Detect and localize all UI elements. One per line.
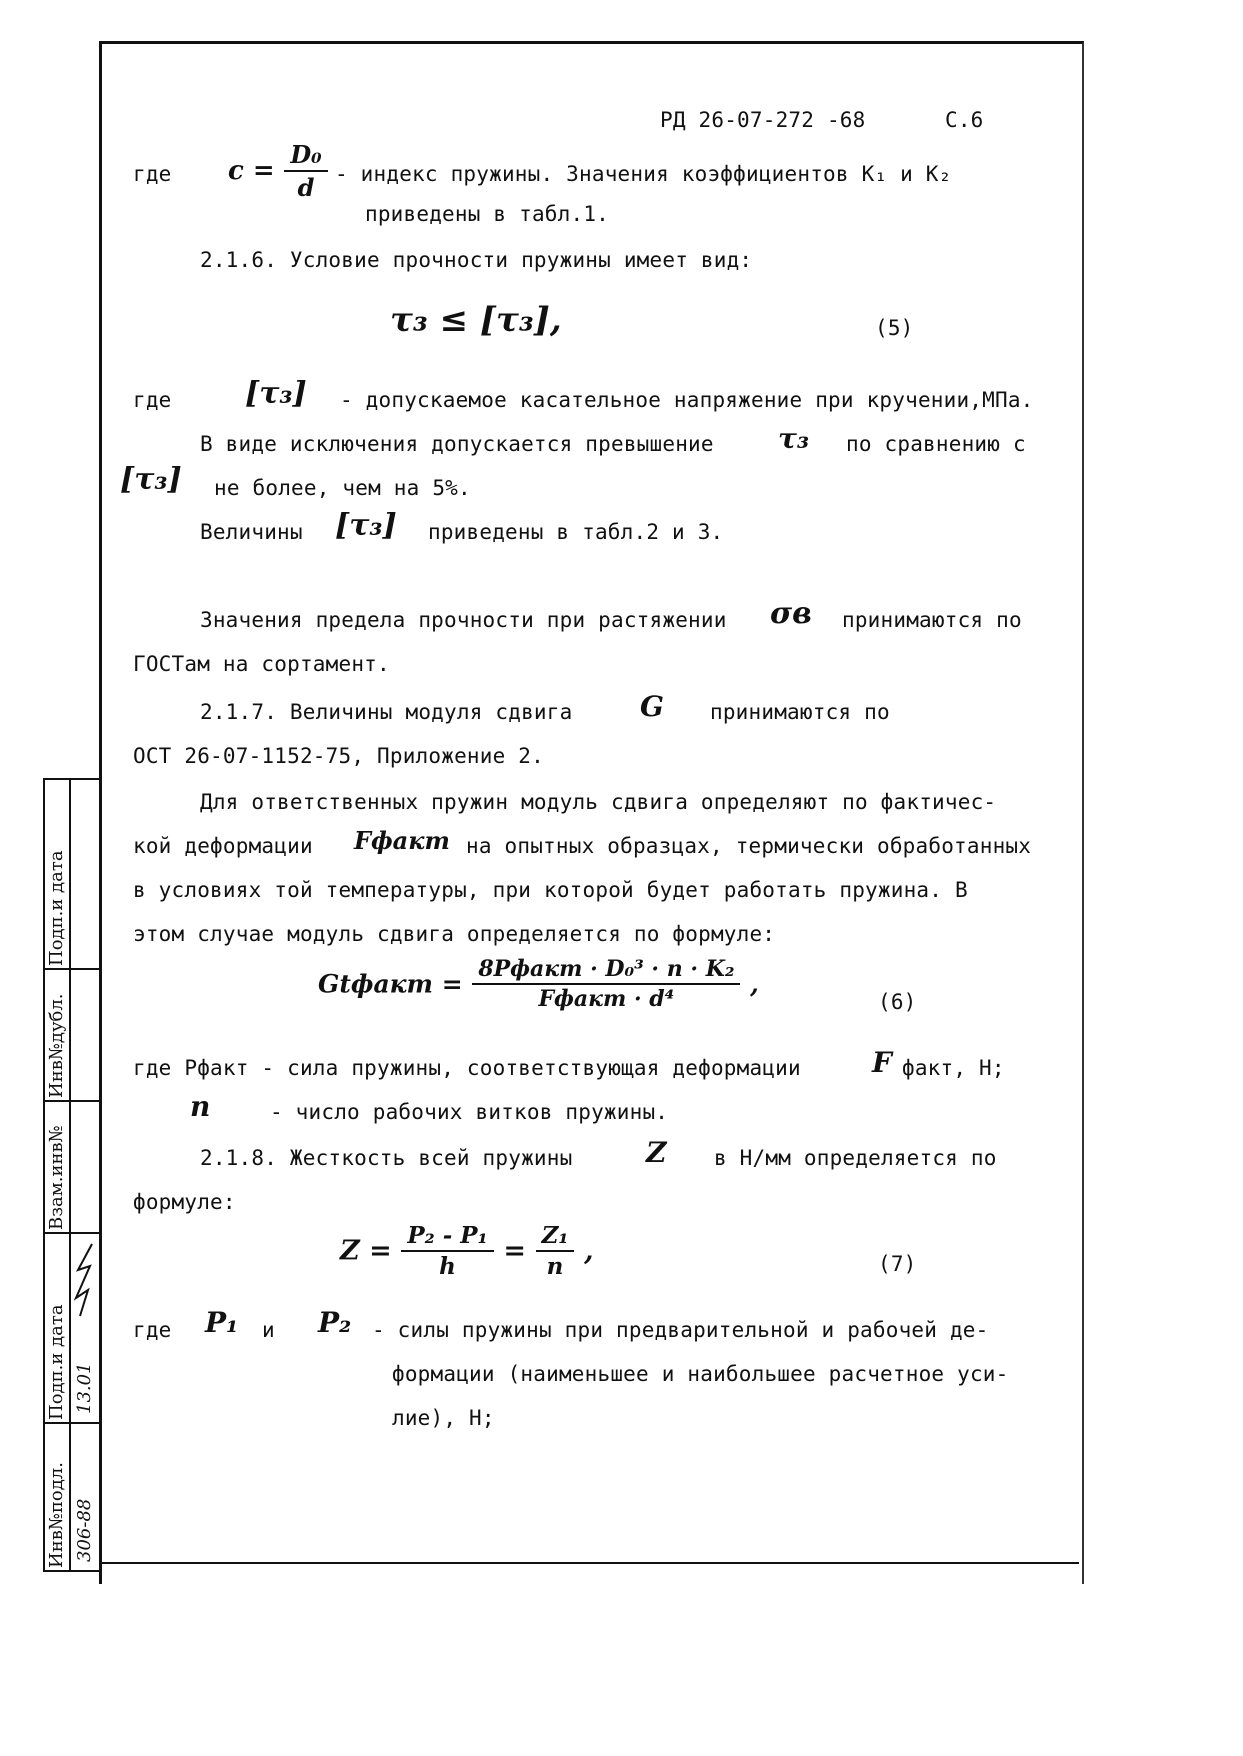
approval-stamp bbox=[43, 778, 101, 1572]
index-numerator: D₀ bbox=[284, 140, 327, 172]
formula-5: τ₃ ≤ [τ₃], bbox=[390, 300, 562, 340]
text-line: этом случае модуль сдвига определяется по формуле: bbox=[133, 922, 776, 946]
z-symbol: Z bbox=[646, 1136, 667, 1169]
where-word: где bbox=[133, 1318, 172, 1342]
p2-symbol: P₂ bbox=[318, 1306, 352, 1339]
where-word: где bbox=[133, 162, 172, 186]
stamp-cell bbox=[45, 780, 101, 970]
text-line: приведены в табл.1. bbox=[365, 202, 610, 226]
sigma-symbol: σв bbox=[770, 596, 812, 631]
section-heading: 2.1.6. Условие прочности пружины имеет вид: bbox=[200, 248, 753, 272]
g-symbol: G bbox=[640, 690, 664, 723]
stamp-label: Подп.и дата bbox=[46, 850, 67, 966]
formula-7-equals: = bbox=[503, 1235, 526, 1267]
text-line: Величины bbox=[200, 520, 303, 544]
text-line: где Pфакт - сила пружины, соответствующая деформации bbox=[133, 1056, 801, 1080]
text-line: кой деформации bbox=[133, 834, 313, 858]
and-word: и bbox=[262, 1318, 275, 1342]
section-heading: 2.1.8. Жесткость всей пружины bbox=[200, 1146, 573, 1170]
formula-6-denominator: Fфакт · d⁴ bbox=[538, 986, 675, 1012]
stamp-label: Подп.и дата bbox=[46, 1304, 67, 1420]
p1-symbol: P₁ bbox=[205, 1306, 239, 1339]
text-line: приведены в табл.2 и 3. bbox=[428, 520, 724, 544]
formula-6-fraction bbox=[472, 956, 740, 1012]
formula-6-lhs: Gtфакт = bbox=[318, 969, 463, 999]
index-denominator: d bbox=[297, 173, 315, 202]
text-line: ГОСТам на сортамент. bbox=[133, 652, 390, 676]
text-line: в условиях той температуры, при которой будет работать пружина. В bbox=[133, 878, 968, 902]
document-code: РД 26-07-272 -68 bbox=[660, 108, 866, 132]
index-description: - индекс пружины. Значения коэффициентов K₁ и K₂ bbox=[335, 162, 952, 186]
text-line: в Н/мм определяется по bbox=[714, 1146, 997, 1170]
text-line: - число рабочих витков пружины. bbox=[270, 1100, 669, 1124]
text-line: В виде исключения допускается превышение bbox=[200, 432, 714, 456]
stamp-label: Взам.инв№ bbox=[46, 1125, 67, 1230]
f-fact-symbol: Fфакт bbox=[354, 826, 450, 855]
formula-number: (6) bbox=[878, 990, 917, 1014]
tau-symbol: τ₃ bbox=[778, 422, 810, 455]
text-line: - силы пружины при предварительной и рабочей де- bbox=[372, 1318, 989, 1342]
stamp-cell bbox=[45, 1102, 101, 1234]
tau-symbol: [τ₃] bbox=[120, 462, 182, 497]
formula-number: (5) bbox=[875, 316, 914, 340]
formula-6 bbox=[318, 956, 759, 1012]
formula-7-fraction-2 bbox=[536, 1222, 575, 1280]
formula-6-numerator: 8Pфакт · D₀³ · n · K₂ bbox=[472, 956, 740, 985]
formula-6-comma: , bbox=[750, 969, 759, 999]
formula-7 bbox=[340, 1222, 594, 1280]
tau-symbol: [τ₃] bbox=[245, 376, 307, 411]
formula-7-comma: , bbox=[584, 1235, 594, 1267]
f-symbol: F bbox=[872, 1046, 892, 1079]
text-line: не более, чем на 5%. bbox=[214, 476, 471, 500]
stamp-cell bbox=[45, 1424, 101, 1570]
text-line: факт, Н; bbox=[902, 1056, 1005, 1080]
text-line: лие), Н; bbox=[392, 1406, 495, 1430]
signature-scribble bbox=[70, 1240, 100, 1320]
formula-7-numerator-2: Z₁ bbox=[536, 1222, 575, 1252]
text-line: - допускаемое касательное напряжение при кручении,МПа. bbox=[340, 388, 1034, 412]
text-line: по сравнению с bbox=[846, 432, 1026, 456]
formula-7-numerator-1: P₂ - P₁ bbox=[401, 1222, 493, 1252]
handwritten-number: 306-88 bbox=[74, 1498, 95, 1562]
text-line: на опытных образцах, термически обработанных bbox=[466, 834, 1032, 858]
tau-symbol: [τ₃] bbox=[335, 508, 397, 543]
where-word: где bbox=[133, 388, 172, 412]
page-number: С.6 bbox=[945, 108, 984, 132]
formula-7-denominator-2: n bbox=[546, 1253, 564, 1280]
index-formula bbox=[228, 140, 328, 202]
stamp-label: Инв№подл. bbox=[46, 1462, 67, 1568]
handwritten-date: 13.01 bbox=[74, 1362, 95, 1414]
bottom-border bbox=[99, 1562, 1079, 1564]
stamp-label: Инв№дубл. bbox=[46, 993, 67, 1098]
index-fraction bbox=[284, 140, 327, 202]
formula-7-lhs: Z = bbox=[340, 1235, 392, 1267]
formula-7-denominator-1: h bbox=[439, 1253, 456, 1280]
text-line: принимаются по bbox=[710, 700, 890, 724]
text-line: формуле: bbox=[133, 1190, 236, 1214]
text-line: принимаются по bbox=[842, 608, 1022, 632]
text-line: формации (наименьшее и наибольшее расчетное уси- bbox=[392, 1362, 1009, 1386]
text-line: Значения предела прочности при растяжении bbox=[200, 608, 727, 632]
section-heading: 2.1.7. Величины модуля сдвига bbox=[200, 700, 573, 724]
n-symbol: n bbox=[190, 1090, 211, 1123]
index-formula-lhs: c = bbox=[228, 156, 275, 186]
stamp-cell bbox=[45, 970, 101, 1102]
formula-7-fraction-1 bbox=[401, 1222, 493, 1280]
text-line: Для ответственных пружин модуль сдвига определяют по фактичес- bbox=[200, 790, 997, 814]
text-line: ОСТ 26-07-1152-75, Приложение 2. bbox=[133, 744, 544, 768]
formula-number: (7) bbox=[878, 1252, 917, 1276]
